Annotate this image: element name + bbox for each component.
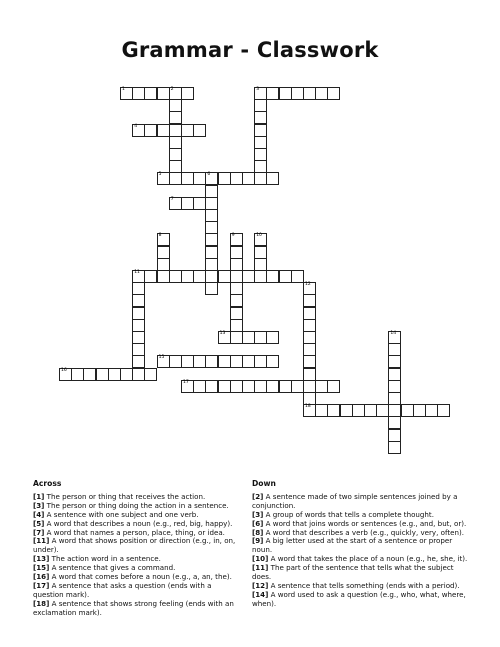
clue-number: [6] [252,518,264,528]
grid-cell[interactable] [205,246,218,259]
grid-cell[interactable] [266,331,279,344]
grid-cell[interactable] [388,392,401,405]
grid-cell[interactable] [254,246,267,259]
clue-number: [17] [33,580,50,590]
down-heading: Down [252,479,276,488]
grid-cell[interactable] [327,404,340,417]
grid-cell[interactable] [242,331,255,344]
grid-cell[interactable] [242,380,255,393]
grid-cell[interactable] [388,343,401,356]
clue-number: [16] [33,572,50,582]
grid-cell[interactable] [169,355,182,368]
grid-cell[interactable] [181,172,194,185]
grid-cell[interactable] [327,87,340,100]
grid-cell[interactable] [254,270,267,283]
grid-cell[interactable] [388,441,401,454]
clue-text: A word that names a person, place, thing, or idea. [44,527,225,537]
grid-cell[interactable] [157,246,170,259]
grid-cell[interactable] [401,404,414,417]
down-clue [252,591,470,609]
grid-cell[interactable] [254,136,267,149]
grid-cell[interactable] [169,270,182,283]
clue-number: [8] [252,527,264,537]
grid-cell[interactable] [303,282,316,295]
clue-text: A sentence with one subject and one verb. [44,509,199,519]
grid-cell[interactable] [303,368,316,381]
clue-number: [4] [33,509,45,519]
clue-number-label: 3 [256,87,260,92]
clue-number: [9] [252,536,264,546]
grid-cell[interactable] [388,404,401,417]
across-clue [33,582,243,600]
grid-cell[interactable] [266,380,279,393]
grid-cell[interactable] [230,294,243,307]
clue-text: The action word in a sentence. [49,554,161,564]
grid-cell[interactable] [181,270,194,283]
across-clues [33,480,243,618]
grid-cell[interactable] [205,258,218,271]
grid-cell[interactable] [108,368,121,381]
clue-text: A word used to ask a question (e.g., who, what, where, when). [252,589,466,608]
grid-cell[interactable] [83,368,96,381]
grid-cell[interactable] [96,368,109,381]
clue-number: [14] [252,589,269,599]
grid-cell[interactable] [157,172,170,185]
grid-cell[interactable] [266,172,279,185]
grid-cell[interactable] [230,380,243,393]
grid-cell[interactable] [71,368,84,381]
grid-cell[interactable] [315,87,328,100]
grid-cell[interactable] [291,87,304,100]
clue-number-label: 11 [134,270,140,275]
grid-cell[interactable] [132,319,145,332]
clue-number: [13] [33,554,50,564]
clue-text: The person or thing doing the action in a sentence. [44,500,229,510]
grid-cell[interactable] [193,380,206,393]
grid-cell[interactable] [132,87,145,100]
grid-cell[interactable] [327,380,340,393]
grid-cell[interactable] [242,172,255,185]
grid-cell[interactable] [291,270,304,283]
clue-text: A sentence that gives a command. [49,563,176,573]
clue-number: [15] [33,563,50,573]
clue-number: [3] [252,509,264,519]
grid-cell[interactable] [230,331,243,344]
grid-cell[interactable] [254,99,267,112]
grid-cell[interactable] [376,404,389,417]
grid-cell[interactable] [181,87,194,100]
grid-cell[interactable] [315,404,328,417]
grid-cell[interactable] [303,319,316,332]
grid-cell[interactable] [218,331,231,344]
clue-number: [10] [252,554,269,564]
across-clue [33,537,243,555]
grid-cell[interactable] [144,368,157,381]
grid-cell[interactable] [157,233,170,246]
grid-cell[interactable] [132,282,145,295]
grid-cell[interactable] [254,331,267,344]
clue-number: [11] [252,563,269,573]
grid-cell[interactable] [169,111,182,124]
grid-cell[interactable] [437,404,450,417]
grid-cell[interactable] [254,148,267,161]
clue-text: The person or thing that receives the action. [44,491,206,501]
grid-cell[interactable] [254,160,267,173]
grid-cell[interactable] [303,404,316,417]
grid-cell[interactable] [266,270,279,283]
grid-cell[interactable] [144,124,157,137]
grid-cell[interactable] [364,404,377,417]
grid-cell[interactable] [230,319,243,332]
clue-number-label: 6 [207,172,211,178]
grid-cell[interactable] [193,355,206,368]
grid-cell[interactable] [230,282,243,295]
grid-cell[interactable] [242,270,255,283]
clue-text: A word that comes before a noun (e.g., a, an, the). [49,572,232,582]
clue-text: A group of words that tells a complete thought. [263,509,434,519]
clue-text: A big letter used at the start of a sentence or proper noun. [252,536,453,555]
grid-cell[interactable] [157,124,170,137]
grid-cell[interactable] [279,380,292,393]
grid-cell[interactable] [132,294,145,307]
clue-number: [2] [252,491,264,501]
grid-cell[interactable] [132,124,145,137]
grid-cell[interactable] [181,380,194,393]
grid-cell[interactable] [157,355,170,368]
clue-number-label: 10 [256,233,262,239]
grid-cell[interactable] [230,172,243,185]
grid-cell[interactable] [193,124,206,137]
grid-cell[interactable] [230,246,243,259]
clue-number-label: 18 [305,404,311,410]
clue-number-label: 2 [170,87,174,92]
grid-cell[interactable] [120,368,133,381]
grid-cell[interactable] [218,355,231,368]
grid-cell[interactable] [169,148,182,161]
grid-cell[interactable] [132,331,145,344]
grid-cell[interactable] [169,87,182,100]
grid-cell[interactable] [254,258,267,271]
clue-number-label: 8 [158,233,162,239]
grid-cell[interactable] [132,368,145,381]
grid-cell[interactable] [303,355,316,368]
grid-cell[interactable] [181,124,194,137]
grid-cell[interactable] [193,197,206,210]
grid-cell[interactable] [144,87,157,100]
grid-cell[interactable] [169,160,182,173]
grid-cell[interactable] [193,270,206,283]
grid-cell[interactable] [205,209,218,222]
grid-cell[interactable] [218,172,231,185]
clue-text: A word that shows position or direction (e.g., in, on, under). [33,536,236,555]
clue-text: A word that describes a noun (e.g., red, big, happy). [44,518,233,528]
grid-cell[interactable] [230,258,243,271]
clue-number: [5] [33,518,45,528]
clue-number-label: 17 [183,379,189,385]
grid-cell[interactable] [205,380,218,393]
grid-cell[interactable] [388,331,401,344]
grid-cell[interactable] [205,355,218,368]
down-clue [252,493,470,511]
clue-text: A sentence that tells something (ends with a period). [268,580,460,590]
grid-cell[interactable] [303,380,316,393]
clue-text: A sentence that shows strong feeling (ends with an exclamation mark). [33,598,234,617]
grid-cell[interactable] [254,233,267,246]
grid-cell[interactable] [254,111,267,124]
grid-cell[interactable] [230,355,243,368]
grid-cell[interactable] [205,221,218,234]
clue-number: [18] [33,598,50,608]
clue-number-label: 15 [158,355,165,361]
grid-cell[interactable] [242,355,255,368]
clue-text: A word that joins words or sentences (e.g., and, but, or). [263,518,467,528]
grid-cell[interactable] [169,136,182,149]
grid-cell[interactable] [181,355,194,368]
grid-cell[interactable] [254,124,267,137]
down-clue [252,537,470,555]
grid-cell[interactable] [218,270,231,283]
clue-number-label: 5 [158,172,162,178]
grid-cell[interactable] [303,331,316,344]
clue-number-label: 16 [61,367,67,373]
grid-cell[interactable] [205,233,218,246]
grid-cell[interactable] [279,87,292,100]
clue-number-label: 9 [231,233,235,239]
grid-cell[interactable] [157,270,170,283]
clue-text: A sentence made of two simple sentences joined by a conjunction. [252,491,458,510]
grid-cell[interactable] [425,404,438,417]
clue-text: A word that takes the place of a noun (e.g., he, she, it). [268,554,468,564]
grid-cell[interactable] [340,404,353,417]
clue-number-label: 13 [219,331,226,336]
grid-cell[interactable] [205,185,218,198]
grid-cell[interactable] [181,197,194,210]
clue-number: [3] [33,500,45,510]
clue-number: [12] [252,580,269,590]
grid-cell[interactable] [132,343,145,356]
grid-cell[interactable] [132,270,145,283]
grid-cell[interactable] [266,355,279,368]
clue-text: A word that describes a verb (e.g., quickly, very, often). [263,527,465,537]
grid-cell[interactable] [132,355,145,368]
grid-cell[interactable] [254,172,267,185]
clue-number-label: 14 [390,331,397,336]
grid-cell[interactable] [388,429,401,442]
grid-cell[interactable] [266,87,279,100]
page-title: Grammar - Classwork [121,38,379,62]
clue-number: [1] [33,491,45,501]
clue-text: The part of the sentence that tells what the subject does. [252,563,454,582]
grid-cell[interactable] [388,368,401,381]
grid-cell[interactable] [205,197,218,210]
grid-cell[interactable] [315,380,328,393]
grid-cell[interactable] [120,87,133,100]
grid-cell[interactable] [157,258,170,271]
across-heading: Across [33,479,62,488]
clue-number: [11] [33,536,50,546]
grid-cell[interactable] [205,270,218,283]
grid-cell[interactable] [279,270,292,283]
clue-number-label: 4 [134,123,138,129]
grid-cell[interactable] [169,99,182,112]
grid-cell[interactable] [169,197,182,210]
grid-cell[interactable] [254,355,267,368]
grid-cell[interactable] [388,380,401,393]
grid-cell[interactable] [230,307,243,320]
grid-cell[interactable] [254,380,267,393]
grid-cell[interactable] [132,307,145,320]
across-clue [33,600,243,618]
clue-number-label: 7 [170,196,174,202]
clue-text: A sentence that asks a question (ends with a question mark). [33,580,212,599]
grid-cell[interactable] [388,355,401,368]
grid-cell[interactable] [169,172,182,185]
grid-cell[interactable] [230,233,243,246]
grid-cell[interactable] [254,87,267,100]
grid-cell[interactable] [303,294,316,307]
clue-number: [7] [33,527,45,537]
grid-cell[interactable] [193,172,206,185]
grid-cell[interactable] [205,172,218,185]
grid-cell[interactable] [303,307,316,320]
grid-cell[interactable] [169,124,182,137]
grid-cell[interactable] [388,416,401,429]
grid-cell[interactable] [413,404,426,417]
clue-number-label: 12 [305,282,311,288]
clue-number-label: 1 [122,87,125,92]
grid-cell[interactable] [144,270,157,283]
grid-cell[interactable] [157,87,170,100]
grid-cell[interactable] [218,380,231,393]
grid-cell[interactable] [303,343,316,356]
grid-cell[interactable] [303,87,316,100]
grid-cell[interactable] [352,404,365,417]
down-clue [252,564,470,582]
grid-cell[interactable] [205,282,218,295]
grid-cell[interactable] [230,270,243,283]
grid-cell[interactable] [59,368,72,381]
down-clues [252,480,470,609]
grid-cell[interactable] [291,380,304,393]
